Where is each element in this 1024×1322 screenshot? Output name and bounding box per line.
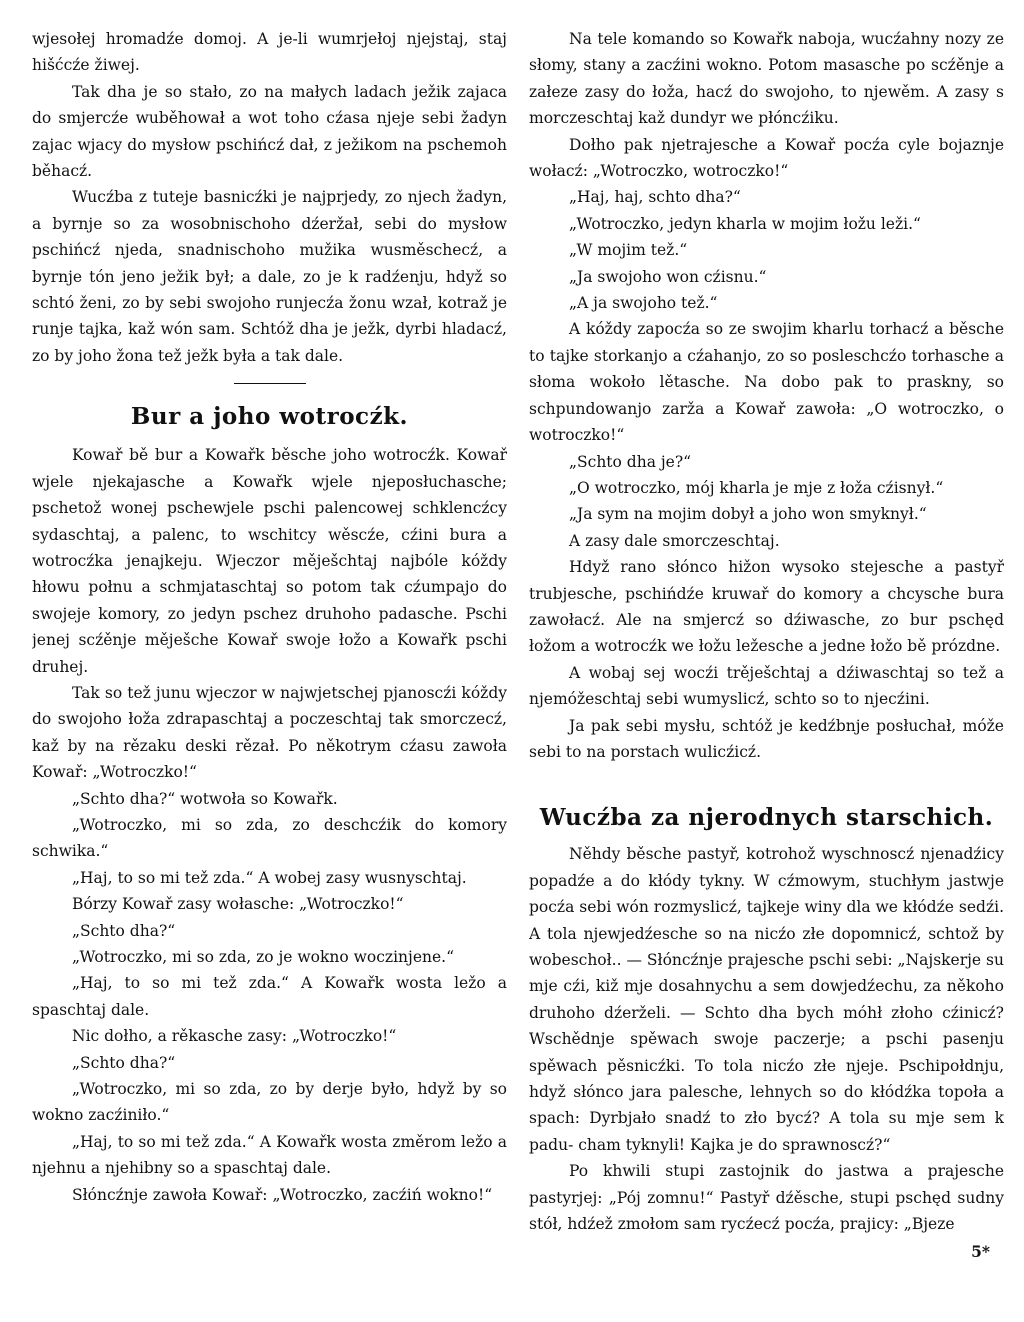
dialogue-line: „O wotroczko, mój kharla je mje z łoža cźisnył.“ — [569, 478, 944, 497]
section-heading: Wucźba za njerodnych starschich. — [539, 804, 994, 832]
dialogue-line: Nic dołho, a rěkasche zasy: „Wotroczko!“ — [72, 1027, 397, 1046]
paragraph: A zasy dale smorczeschtaj. — [569, 531, 780, 550]
dialogue-line: „Wotroczko, mi so zda, zo deschcźik do komory schwika.“ — [32, 815, 507, 861]
paragraph: Na tele komando so Kowařk naboja, wucźahny nozy ze słomy, stany a zacźini wokno. Potom masasche po scźěnje a załeze zasy do łoža, hacź do swojoho, to njewěm. A zasy s morczeschtaj kaž dundyr we płóncźiku. — [529, 30, 1004, 128]
paragraph: Něhdy běsche pastyř, kotrohož wyschnoscź njenadźicy popadźe a do kłódy tykny. W cźmowym, stuchłym jastwje pocźa sebi wón rozmyslicź, tajkeje winy dla we kłódźe sedźi. A tola njewjedźesche so na nicźo złe dopomnicź, schtož by wobeschoł.. — Słóncźnje prajesche pschi sebi: „Najskerje su mje cźi, kiž mje dosahnychu a sem dowjedźechu, za někoho druhoho dźerželi. — Schto dha bych móhł złoho cźinicź? Wschědnje spěwach swoje paczerje; a pschi pasenju spěwach pěsnicźki. To tola nicźo złe njeje. Pschipołdnju, hdyž słónco jara palesche, lehnych so do kłódźka topoła a spach: Dyrbjało snadź to zło bycź? A tola su mje sem k padu- cham tyknyli! Kajka je do sprawnoscź?“ — [529, 845, 1004, 1154]
paragraph: A wobaj sej wocźi trěješchtaj a dźiwaschtaj so tež a njemóžeschtaj sebi wumyslicź, schto so to njecźini. — [529, 663, 1004, 709]
paragraph: Tak dha je so stało, zo na małych ladach ježik zajaca do smjercźe wuběhował a wot toho cźasa njeje sebi žadyn zajac wjacy do mysłow pschińcź dał, z ježikom na pschemoh běhacź. — [32, 82, 507, 181]
dialogue-line: Bórzy Kowař zasy wołasche: „Wotroczko!“ — [72, 895, 404, 914]
page-number: 5* — [971, 1242, 990, 1262]
dialogue-line: „Haj, to so mi tež zda.“ A Kowařk wosta změrom ležo a njehnu a njehibny so a spaschtaj dale. — [32, 1132, 507, 1178]
paragraph: Wucźba z tuteje basnicźki je najprjedy, zo njech žadyn, a byrnje so za wosobnischoho dźeržał, sebi do mysłow pschińcź njeda, snadnischoho mužika wusměschecź, a byrnje tón jeno ježik był; a dale, zo je k radźenju, hdyž so schtó ženi, zo by sebi swojoho runjecźa žonu wzał, kotraž je runje tajka, kaž wón sam. Schtóž dha je ježk, dyrbi hladacź, zo by joho žona tež ježk była a tak dale. — [32, 188, 507, 365]
dialogue-line: „Schto dha?“ wotwoła so Kowařk. — [72, 789, 338, 808]
dialogue-line: „Schto dha je?“ — [569, 452, 692, 471]
paragraph: Po khwili stupi zastojnik do jastwa a prajesche pastyrjej: „Pój zomnu!“ Pastyř dźěsche, stupi pschęd sudny stół, hdźež zmołom sam rycźecź pocźa, prajicy: „Bjeze — [529, 1162, 1004, 1234]
dialogue-line: „Haj, to so mi tež zda.“ A wobej zasy wusnyschtaj. — [72, 868, 467, 887]
paragraph: A kóždy zapocźa so ze swojim kharlu torhacź a běsche to tajke storkanjo a cźahanjo, zo so posleschcźo torhasche a słoma wokoło lětasche. Na dobo pak to praskny, so schpundowanjo zarža a Kowař zawoła: „O wotroczko, o wotroczko!“ — [529, 320, 1004, 445]
dialogue-line: „Wotroczko, mi so zda, zo by derje było, hdyž by so wokno zacźiniło.“ — [32, 1080, 507, 1125]
right-column — [529, 26, 1004, 1302]
left-column — [32, 26, 507, 1302]
dialogue-line: „W mojim tež.“ — [569, 241, 688, 260]
paragraph: Kowař bě bur a Kowařk běsche joho wotrocźk. Kowař wjele njekajasche a Kowařk wjele njeposłuchasche; pschetož wonej pschewjele pschi palencowej schklencźcy sydaschtaj, a palenc, to wschitcy wěscźe, cźini bura a wotrocźka jenajkeju. Wjeczor měješchtaj najbóle kóždy hłowu połnu a schmjataschtaj so potom tak cźumpajo do swojeje komory, zo jedyn pschez druhoho padasche. Pschi jenej scźěnje měješche Kowař swoje łožo a Kowařk pschi druhej. — [32, 446, 507, 676]
dialogue-line: „Schto dha?“ — [72, 921, 176, 940]
paragraph: Tak so tež junu wjeczor w najwjetschej pjanoscźi kóždy do swojoho łoža zdrapaschtaj a poczeschtaj tak smorczecź, kaž by na rězaku deski rězał. Po někotrym cźasu zawoła Kowař: „Wotroczko!“ — [32, 683, 507, 782]
paragraph: Ja pak sebi mysłu, schtóž je kedźbnje posłuchał, móže sebi to na porstach wulicźicź. — [529, 716, 1004, 761]
paragraph: Hdyž rano słónco hižon wysoko stejesche a pastyř trubjesche, pschińdźe kruwař do komory a chcysche bura zawołacź. Ale na smjercź so dźiwasche, zo bur pschęd łožom a wotrocźk we łožu ležesche a jedne łožo bě prózdne. — [529, 558, 1004, 656]
section-divider — [234, 383, 306, 384]
dialogue-line: „Wotroczko, mi so zda, zo je wokno woczinjene.“ — [72, 948, 454, 966]
dialogue-line: „Haj, haj, schto dha?“ — [569, 188, 741, 207]
section-heading: Bur a joho wotrocźk. — [130, 403, 409, 431]
dialogue-line: „Wotroczko, jedyn kharla w mojim łožu leži.“ — [569, 214, 921, 233]
dialogue-line: „Haj, to so mi tež zda.“ A Kowařk wosta ležo a spaschtaj dale. — [32, 974, 507, 1019]
dialogue-line: „Schto dha?“ — [72, 1053, 176, 1072]
dialogue-line: „A ja swojoho tež.“ — [569, 294, 718, 313]
paragraph: Dołho pak njetrajesche a Kowař pocźa cyle bojaznje wołacź: „Wotroczko, wotroczko!“ — [529, 135, 1004, 181]
dialogue-line: „Ja sym na mojim dobył a joho won smyknył.“ — [569, 505, 927, 524]
dialogue-line: Słóncźnje zawoła Kowař: „Wotroczko, zacźiń wokno!“ — [72, 1185, 493, 1204]
paragraph: wjesołej hromadźe domoj. A je-li wumrjełoj njejstaj, staj hišćcźe žiwej. — [32, 30, 507, 75]
dialogue-line: „Ja swojoho won cźisnu.“ — [569, 267, 767, 286]
